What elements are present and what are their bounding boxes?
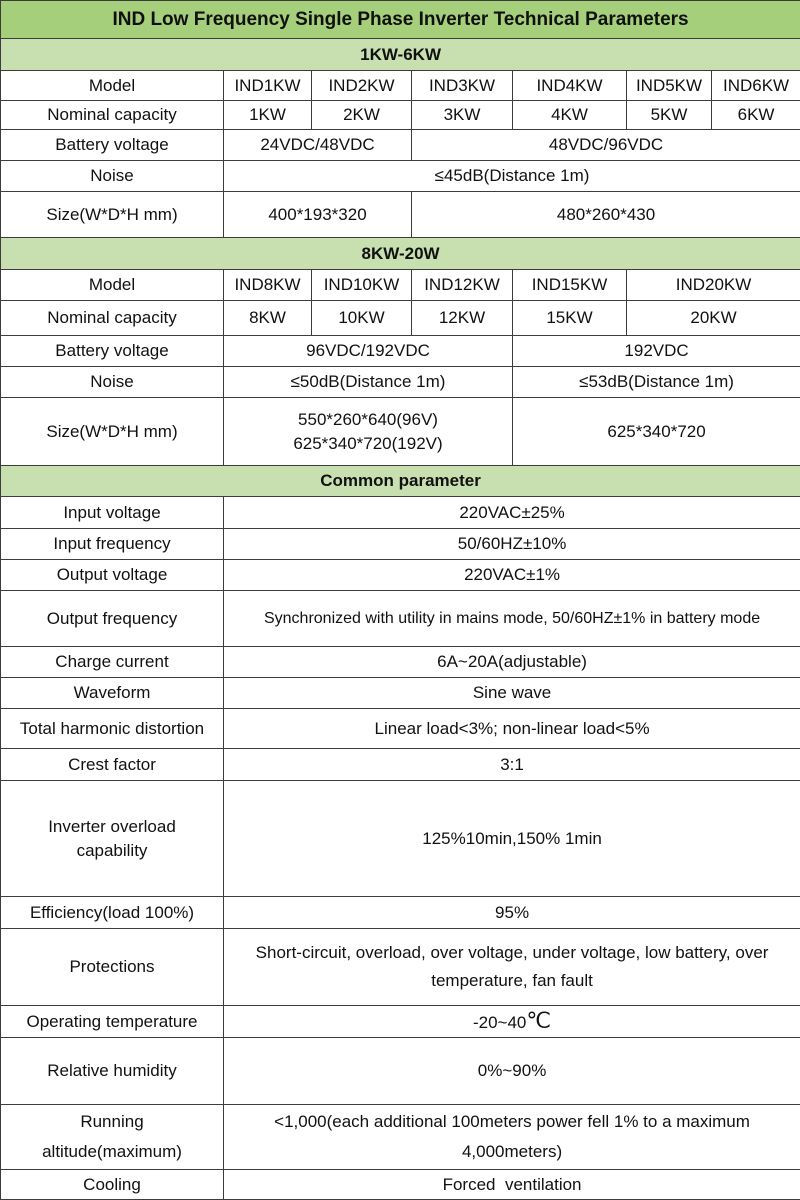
row-label-capacity: Nominal capacity xyxy=(1,301,224,336)
row-value: 95% xyxy=(224,897,800,929)
table-row xyxy=(1,709,800,749)
capacity-cell: 6KW xyxy=(712,101,800,130)
model-cell: IND3KW xyxy=(412,71,513,101)
table-row xyxy=(1,398,800,466)
row-label: Cooling xyxy=(1,1170,224,1200)
capacity-cell: 12KW xyxy=(412,301,513,336)
noise-cell: ≤45dB(Distance 1m) xyxy=(224,161,800,192)
row-label: Input frequency xyxy=(1,529,224,560)
row-value: 50/60HZ±10% xyxy=(224,529,800,560)
noise-cell: ≤50dB(Distance 1m) xyxy=(224,367,513,398)
section-header-1kw-6kw: 1KW-6KW xyxy=(1,39,800,71)
row-label: Crest factor xyxy=(1,749,224,781)
capacity-cell: 3KW xyxy=(412,101,513,130)
row-label: Total harmonic distortion xyxy=(1,709,224,749)
temperature-range: -20~40 xyxy=(472,1012,527,1032)
row-label: Efficiency(load 100%) xyxy=(1,897,224,929)
row-value: Linear load<3%; non-linear load<5% xyxy=(224,709,800,749)
section-header-8kw-20w: 8KW-20W xyxy=(1,238,800,270)
row-label-noise: Noise xyxy=(1,161,224,192)
table-title: IND Low Frequency Single Phase Inverter Technical Parameters xyxy=(1,1,800,39)
capacity-cell: 1KW xyxy=(224,101,312,130)
capacity-cell: 20KW xyxy=(627,301,800,336)
row-label: Charge current xyxy=(1,647,224,678)
table-row xyxy=(1,749,800,781)
table-row xyxy=(1,529,800,560)
table-row xyxy=(1,560,800,591)
row-value: <1,000(each additional 100meters power fell 1% to a maximum 4,000meters) xyxy=(224,1105,800,1170)
table-row xyxy=(1,161,800,192)
capacity-cell: 10KW xyxy=(312,301,412,336)
table-row xyxy=(1,336,800,367)
row-value: 220VAC±1% xyxy=(224,560,800,591)
table-row xyxy=(1,1170,800,1200)
table-row xyxy=(1,678,800,709)
row-label-model: Model xyxy=(1,270,224,301)
row-value: 6A~20A(adjustable) xyxy=(224,647,800,678)
table-row xyxy=(1,897,800,929)
row-label: Inverter overload capability xyxy=(1,781,224,897)
battery-cell: 192VDC xyxy=(513,336,800,367)
row-label-size: Size(W*D*H mm) xyxy=(1,398,224,466)
capacity-cell: 4KW xyxy=(513,101,627,130)
row-value xyxy=(224,1006,800,1038)
row-value: 125%10min,150% 1min xyxy=(224,781,800,897)
model-cell: IND8KW xyxy=(224,270,312,301)
row-label-noise: Noise xyxy=(1,367,224,398)
row-label-model: Model xyxy=(1,71,224,101)
model-cell: IND4KW xyxy=(513,71,627,101)
battery-cell: 24VDC/48VDC xyxy=(224,130,412,161)
row-label: Relative humidity xyxy=(1,1038,224,1105)
model-cell: IND2KW xyxy=(312,71,412,101)
row-label-size: Size(W*D*H mm) xyxy=(1,192,224,238)
capacity-cell: 2KW xyxy=(312,101,412,130)
model-cell: IND15KW xyxy=(513,270,627,301)
row-value: Forced ventilation xyxy=(224,1170,800,1200)
table-row xyxy=(1,130,800,161)
table-row xyxy=(1,367,800,398)
size-cell xyxy=(224,398,513,466)
row-value: Sine wave xyxy=(224,678,800,709)
table-row xyxy=(1,497,800,529)
celsius-unit: ℃ xyxy=(526,1007,552,1033)
row-label-capacity: Nominal capacity xyxy=(1,101,224,130)
row-value: 3:1 xyxy=(224,749,800,781)
size-cell: 625*340*720 xyxy=(513,398,800,466)
table-row xyxy=(1,1105,800,1170)
table-row xyxy=(1,101,800,130)
row-value: 0%~90% xyxy=(224,1038,800,1105)
battery-cell: 48VDC/96VDC xyxy=(412,130,800,161)
table-row xyxy=(1,270,800,301)
row-label: Input voltage xyxy=(1,497,224,529)
table-row xyxy=(1,192,800,238)
noise-cell: ≤53dB(Distance 1m) xyxy=(513,367,800,398)
model-cell: IND1KW xyxy=(224,71,312,101)
capacity-cell: 5KW xyxy=(627,101,712,130)
size-line: 550*260*640(96V) xyxy=(298,409,438,429)
model-cell: IND5KW xyxy=(627,71,712,101)
size-line: 625*340*720(192V) xyxy=(293,433,443,453)
model-cell: IND6KW xyxy=(712,71,800,101)
row-label: Output voltage xyxy=(1,560,224,591)
size-cell: 480*260*430 xyxy=(412,192,800,238)
table-row xyxy=(1,929,800,1006)
row-value: Synchronized with utility in mains mode, 50/60HZ±1% in battery mode xyxy=(224,591,800,647)
model-cell: IND10KW xyxy=(312,270,412,301)
table-row xyxy=(1,591,800,647)
table-row xyxy=(1,647,800,678)
row-label: Protections xyxy=(1,929,224,1006)
capacity-cell: 15KW xyxy=(513,301,627,336)
capacity-cell: 8KW xyxy=(224,301,312,336)
row-label-battery: Battery voltage xyxy=(1,130,224,161)
model-cell: IND12KW xyxy=(412,270,513,301)
row-label: Output frequency xyxy=(1,591,224,647)
model-cell: IND20KW xyxy=(627,270,800,301)
row-label-battery: Battery voltage xyxy=(1,336,224,367)
table-row xyxy=(1,301,800,336)
table-row xyxy=(1,71,800,101)
table-row xyxy=(1,1006,800,1038)
table-row xyxy=(1,1038,800,1105)
battery-cell: 96VDC/192VDC xyxy=(224,336,513,367)
row-label: Running altitude(maximum) xyxy=(1,1105,224,1170)
row-label: Waveform xyxy=(1,678,224,709)
size-cell: 400*193*320 xyxy=(224,192,412,238)
row-value: Short-circuit, overload, over voltage, under voltage, low battery, over temperature, fan fault xyxy=(224,929,800,1006)
row-value: 220VAC±25% xyxy=(224,497,800,529)
row-label: Operating temperature xyxy=(1,1006,224,1038)
section-header-common: Common parameter xyxy=(1,466,800,497)
table-row xyxy=(1,781,800,897)
